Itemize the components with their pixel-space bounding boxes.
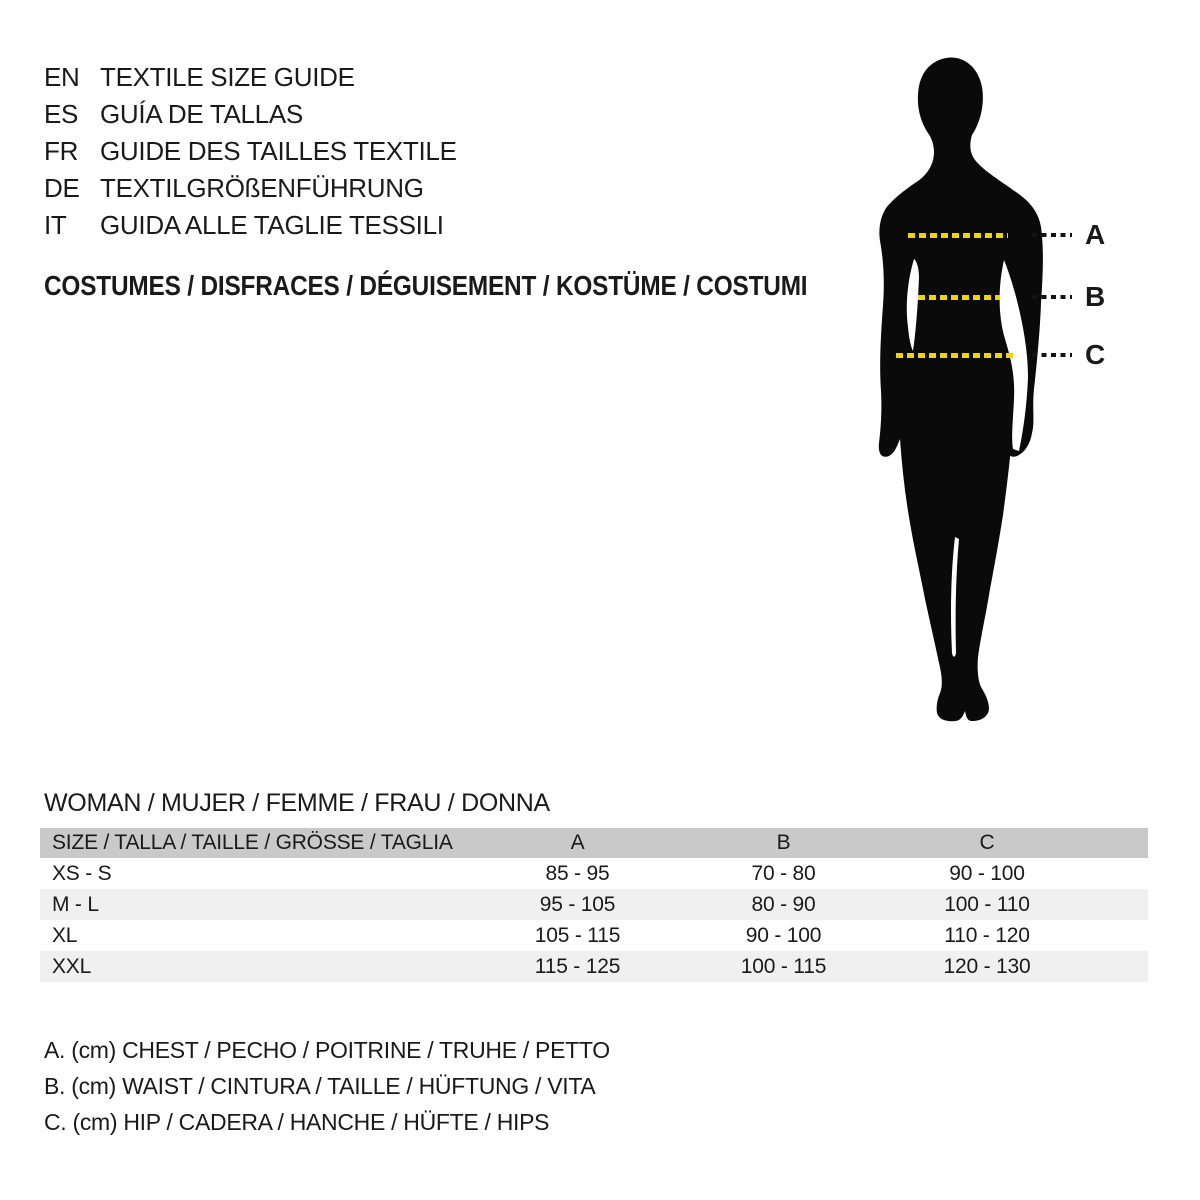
size-label: XL [52, 923, 78, 947]
lang-code: IT [44, 210, 67, 240]
size-cell-c: 120 - 130 [943, 954, 1031, 978]
legend-waist: B. (cm) WAIST / CINTURA / TAILLE / HÜFTUNG / VITA [44, 1073, 596, 1099]
size-cell-spacer [1087, 858, 1148, 889]
waist-measure-dash-yellow [918, 295, 1000, 300]
col-size: SIZE / TALLA / TAILLE / GRÖSSE / TAGLIA [52, 831, 453, 854]
category-title: COSTUMES / DISFRACES / DÉGUISEMENT / KOSTÜME / COSTUMI [44, 270, 808, 301]
size-label: M - L [52, 892, 99, 916]
col-spacer [1087, 828, 1148, 858]
size-cell-a: 95 - 105 [539, 892, 616, 916]
size-cell-b: 100 - 115 [740, 954, 827, 978]
size-label: XS - S [52, 861, 112, 885]
size-cell-b: 70 - 80 [751, 861, 816, 885]
size-row-xs-s [40, 858, 1148, 889]
size-cell-b: 90 - 100 [745, 923, 822, 947]
lang-title: TEXTILGRÖßENFÜHRUNG [100, 173, 424, 203]
measure-label-a: A [1085, 219, 1106, 250]
hip-measure-dash-black [1032, 353, 1072, 357]
lang-code: ES [44, 99, 79, 129]
size-cell-spacer [1087, 951, 1148, 982]
lang-title: GUÍA DE TALLAS [100, 99, 303, 129]
lang-code: DE [44, 173, 80, 203]
size-cell-a: 105 - 115 [534, 923, 621, 947]
col-c: C [979, 831, 995, 854]
measure-label-b: B [1085, 281, 1106, 312]
lang-title: GUIDA ALLE TAGLIE TESSILI [100, 210, 444, 240]
size-cell-spacer [1087, 920, 1148, 951]
legend-hip: C. (cm) HIP / CADERA / HANCHE / HÜFTE / HIPS [44, 1109, 550, 1135]
measurement-legend [44, 1032, 610, 1140]
woman-silhouette-image [858, 55, 1048, 745]
size-row-xl [40, 920, 1148, 951]
size-cell-spacer [1087, 889, 1148, 920]
size-cell-c: 90 - 100 [949, 861, 1025, 885]
chest-measure-dash-yellow [908, 233, 1008, 238]
size-label: XXL [52, 954, 92, 978]
hip-measure-dash-yellow [896, 353, 1013, 358]
size-cell-c: 110 - 120 [944, 923, 1030, 947]
size-cell-b: 80 - 90 [751, 892, 816, 916]
size-table [40, 828, 1148, 982]
col-a: A [570, 831, 585, 854]
size-cell-c: 100 - 110 [944, 892, 1030, 916]
size-cell-a: 85 - 95 [545, 861, 610, 885]
col-b: B [776, 831, 791, 854]
lang-title: GUIDE DES TAILLES TEXTILE [100, 136, 457, 166]
size-row-xxl [40, 951, 1148, 982]
lang-title: TEXTILE SIZE GUIDE [100, 62, 355, 92]
lang-code: EN [44, 62, 80, 92]
waist-measure-dash-black [1032, 295, 1072, 299]
size-table-header-row [40, 828, 1148, 858]
section-title-woman: WOMAN / MUJER / FEMME / FRAU / DONNA [44, 789, 550, 817]
size-cell-a: 115 - 125 [534, 954, 621, 978]
legend-chest: A. (cm) CHEST / PECHO / POITRINE / TRUHE / PETTO [44, 1037, 610, 1063]
measure-label-c: C [1085, 339, 1106, 370]
chest-measure-dash-black [1032, 233, 1072, 237]
size-row-m-l [40, 889, 1148, 920]
lang-code: FR [44, 136, 79, 166]
